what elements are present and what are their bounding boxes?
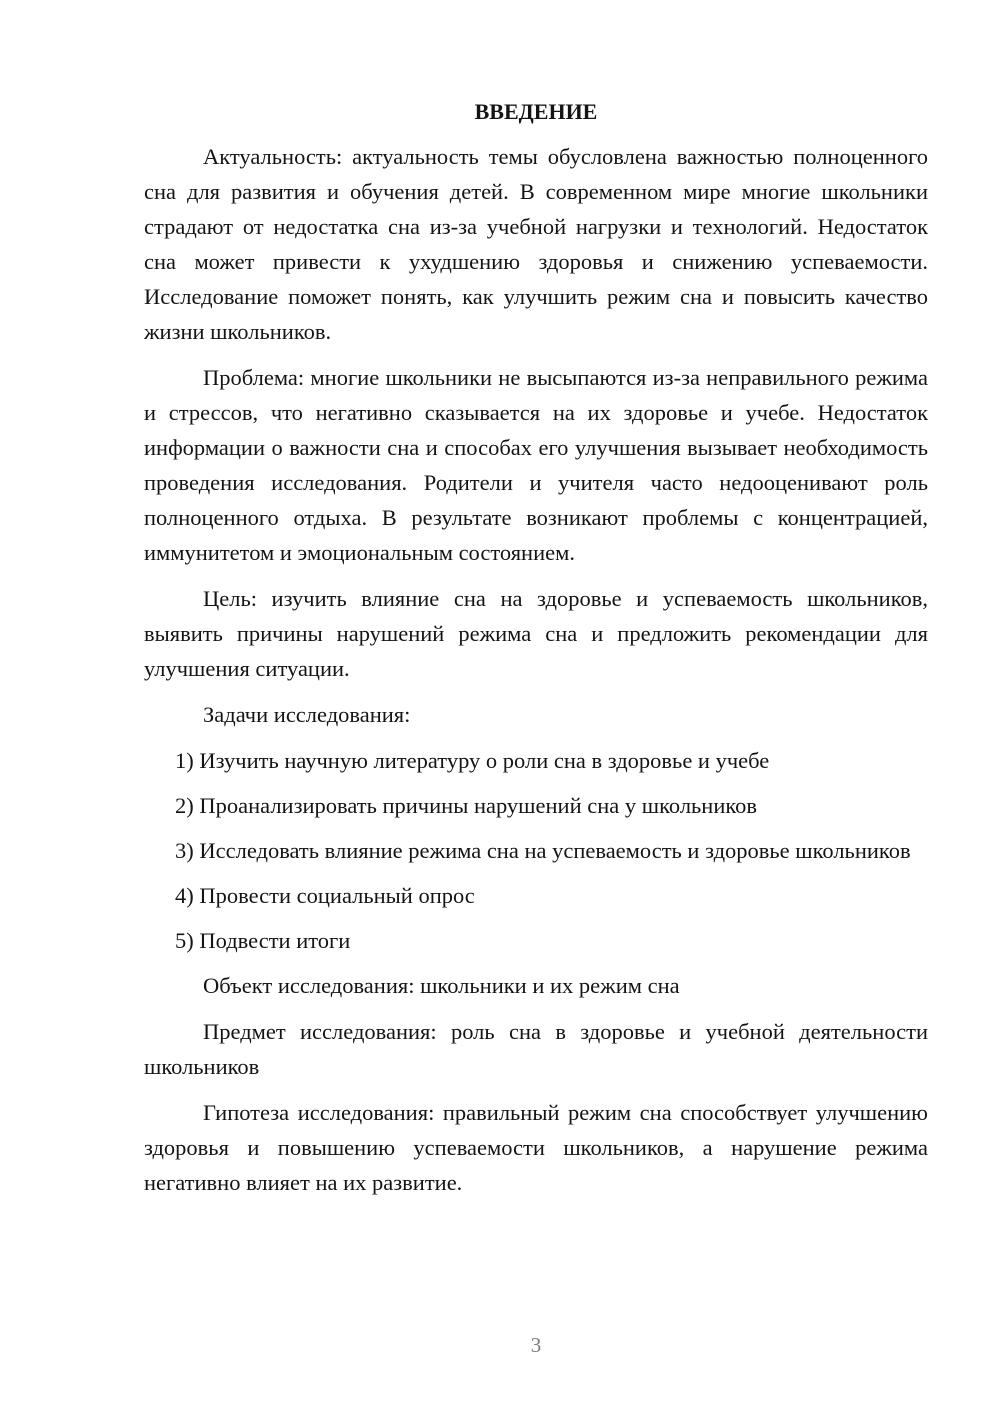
relevance-paragraph: Актуальность: актуальность темы обусловлена важностью полноценного сна для развития и обучения детей. В современном мире многие школьники страдают от недостатка сна из-за учебной нагрузки и технологий. Недостаток сна может привести к ухудшению здоровья и снижению успеваемости. Исследование поможет понять, как улучшить режим сна и повысить качество жизни школьников. — [144, 144, 928, 344]
page-number: 3 — [530, 1333, 542, 1357]
object-paragraph: Объект исследования: школьники и их режим сна — [203, 973, 680, 998]
task-item: 5) Подвести итоги — [175, 928, 351, 953]
task-item: 2) Проанализировать причины нарушений сна у школьников — [175, 793, 758, 818]
subject-paragraph: Предмет исследования: роль сна в здоровье и учебной деятельности школьников — [144, 1019, 928, 1079]
section-title: ВВЕДЕНИЕ — [474, 99, 598, 124]
goal-paragraph: Цель: изучить влияние сна на здоровье и успеваемость школьников, выявить причины нарушений режима сна и предложить рекомендации для улучшения ситуации. — [144, 586, 928, 681]
hypothesis-paragraph: Гипотеза исследования: правильный режим сна способствует улучшению здоровья и повышению успеваемости школьников, а нарушение режима негативно влияет на их развитие. — [144, 1100, 928, 1195]
task-item: 4) Провести социальный опрос — [175, 883, 475, 908]
problem-paragraph: Проблема: многие школьники не высыпаются из-за неправильного режима и стрессов, что негативно сказывается на их здоровье и учебе. Недостаток информации о важности сна и способах его улучшения вызывает необходимость проведения исследования. Родители и учителя часто недооценивают роль полноценного отдыха. В результате возникают проблемы с концентрацией, иммунитетом и эмоциональным состоянием. — [144, 365, 928, 565]
document-body — [144, 94, 928, 1211]
task-item: 1) Изучить научную литературу о роли сна в здоровье и учебе — [175, 748, 770, 773]
task-item: 3) Исследовать влияние режима сна на успеваемость и здоровье школьников — [175, 838, 911, 863]
tasks-heading: Задачи исследования: — [203, 702, 411, 727]
